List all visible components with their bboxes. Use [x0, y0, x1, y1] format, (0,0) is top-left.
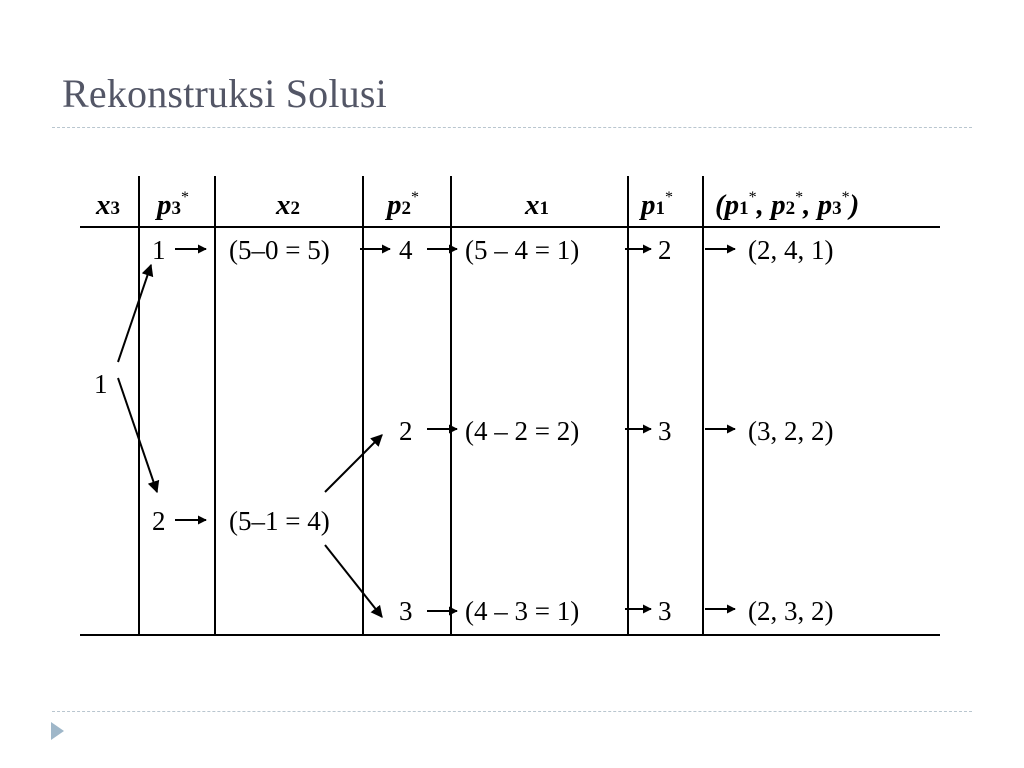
header-p1: p1*: [641, 189, 673, 221]
x1-value: (4 – 2 = 2): [465, 416, 580, 446]
arrow: [118, 378, 157, 492]
arrow: [325, 435, 382, 492]
solution-tuple: (2, 3, 2): [748, 596, 834, 626]
header-x3: x3: [96, 189, 120, 221]
slide-title: Rekonstruksi Solusi: [62, 71, 387, 116]
p2-value: 3: [399, 596, 413, 626]
p3-value: 2: [152, 506, 166, 536]
x2-value: (5–0 = 5): [229, 235, 330, 265]
p1-value: 3: [658, 416, 672, 446]
p1-value: 2: [658, 235, 672, 265]
p2-value: 2: [399, 416, 413, 446]
header-x1: x1: [525, 189, 549, 221]
arrow: [325, 545, 382, 617]
p1-value: 3: [658, 596, 672, 626]
p2-value: 4: [399, 235, 413, 265]
header-solution-tuple: (p1*, p2*, p3*): [715, 189, 860, 221]
header-p3: p3*: [157, 189, 189, 221]
solution-tuple: (2, 4, 1): [748, 235, 834, 265]
x3-value: 1: [94, 369, 108, 399]
solution-tuple: (3, 2, 2): [748, 416, 834, 446]
x1-value: (5 – 4 = 1): [465, 235, 580, 265]
x1-value: (4 – 3 = 1): [465, 596, 580, 626]
p3-value: 1: [152, 235, 166, 265]
header-p2: p2*: [387, 189, 419, 221]
header-x2: x2: [276, 189, 300, 221]
arrow: [118, 265, 151, 362]
x2-value: (5–1 = 4): [229, 506, 330, 536]
